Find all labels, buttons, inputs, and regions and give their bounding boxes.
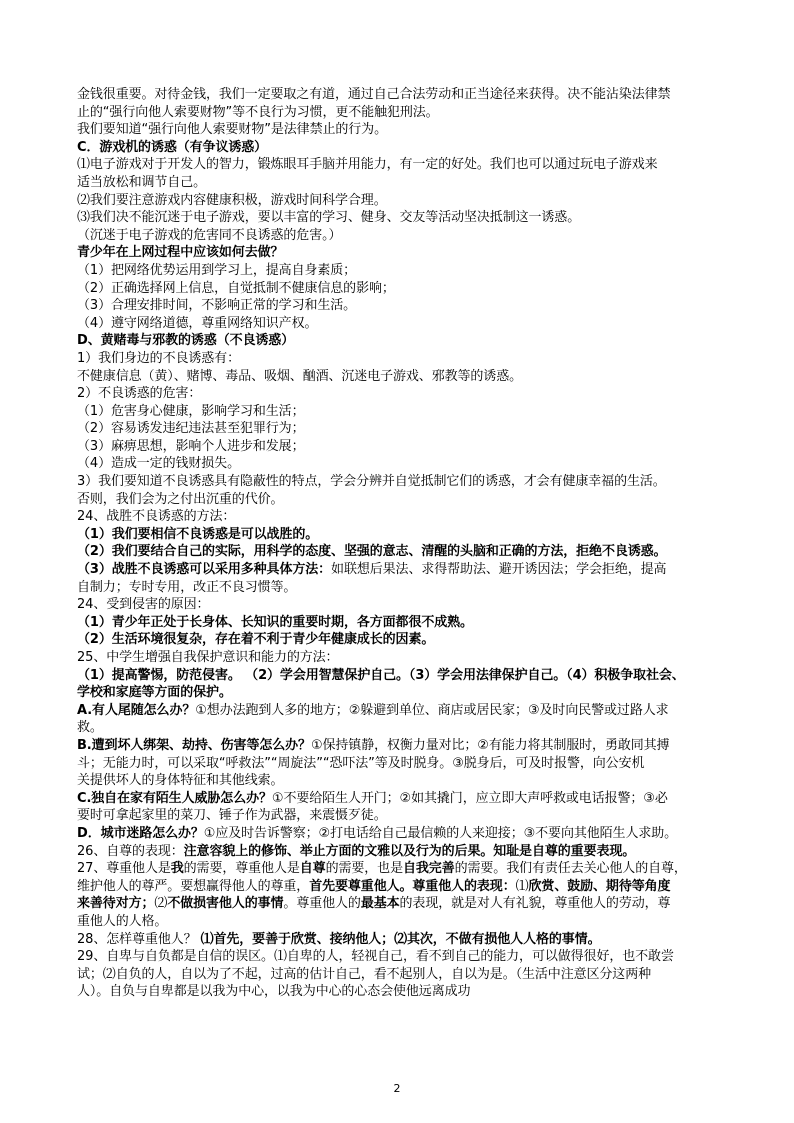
text-line — [77, 684, 737, 702]
text-line — [77, 825, 737, 843]
page-number: 2 — [393, 1082, 401, 1095]
document-body — [77, 86, 737, 1001]
text-segment: C．游戏机的诱惑（有争议诱惑） — [77, 139, 268, 155]
text-segment: 2）不良诱惑的危害： — [77, 386, 202, 402]
text-segment: （3）合理安排时间，不影响正常的学习和生活。 — [77, 298, 357, 314]
text-segment: A.有人尾随怎么办？ — [77, 702, 196, 718]
text-segment: 26、自尊的表现： — [77, 843, 184, 859]
text-segment: D、黄赌毒与邪教的诱惑（不良诱惑） — [77, 333, 295, 349]
text-segment: 否则，我们会为之付出沉重的代价。 — [77, 491, 284, 507]
text-line — [77, 174, 737, 192]
text-line — [77, 878, 737, 896]
text-segment: （2）容易诱发违纪违法甚至犯罪行为； — [77, 421, 305, 437]
text-segment: ⑶我们决不能沉迷于电子游戏，要以丰富的学习、健身、交友等活动坚决抵制这一诱惑。 — [77, 210, 581, 226]
text-segment: 我们要知道“强行向他人索要财物”是法律禁止的行为。 — [77, 122, 387, 138]
text-line — [77, 139, 737, 157]
text-segment: ⑵ — [154, 896, 168, 912]
text-segment: 3）我们要知道不良诱惑具有隐蔽性的特点，学会分辨并自觉抵制它们的诱惑，才会有健康幸福的生活。 — [77, 474, 666, 490]
text-segment: 的表现，就是对人有礼貌，尊重他人的劳动，尊 — [399, 896, 671, 912]
text-line — [77, 667, 737, 685]
text-segment: 止的“强行向他人索要财物”等不良行为习惯，更不能触犯刑法。 — [77, 104, 439, 120]
text-segment: ①想办法跑到人多的地方；②躲避到单位、商店或居民家；③及时向民警或过路人求 — [195, 702, 669, 718]
text-segment: 救。 — [77, 720, 103, 736]
text-segment: 注意容貌上的修饰、举止方面的文雅以及行为的后果。知耻是自尊的重要表现。 — [183, 843, 636, 859]
text-line — [77, 755, 737, 773]
text-segment: 。尊重他人的 — [283, 896, 361, 912]
text-segment: 试；⑵自负的人，自以为了不起，过高的估计自己，看不起别人，自以为是。（生活中注意区分这两种 — [77, 966, 652, 982]
text-segment: 来善待对方； — [77, 896, 155, 912]
text-line — [77, 121, 737, 139]
text-segment: ①应及时告诉警察；②打电话给自己最信赖的人来迎接；③不要向其他陌生人求助。 — [203, 825, 678, 841]
text-segment: 如联想后果法、求得帮助法、避开诱因法；学会拒绝，提高 — [331, 562, 667, 578]
text-line — [77, 719, 737, 737]
text-segment: ⑴ — [515, 878, 529, 894]
text-segment: 人）。自负与自卑都是以我为中心，以我为中心的心态会使他远离成功 — [77, 984, 471, 1000]
text-segment: C.独自在家有陌生人威胁怎么办？ — [77, 790, 272, 806]
text-line — [77, 631, 737, 649]
text-segment: （1）青少年正处于长身体、长知识的重要时期，各方面都很不成熟。 — [77, 614, 473, 630]
text-line — [77, 455, 737, 473]
text-segment: 28、怎样尊重他人？ — [77, 931, 201, 947]
text-segment: （2）生活环境很复杂，存在着不利于青少年健康成长的因素。 — [77, 632, 435, 648]
text-line — [77, 772, 737, 790]
text-line — [77, 297, 737, 315]
text-segment: 关提供坏人的身体特征和其他线索。 — [77, 773, 284, 789]
text-line — [77, 350, 737, 368]
text-segment: 的需要，也是 — [325, 861, 403, 877]
text-line — [77, 491, 737, 509]
text-segment: 1）我们身边的不良诱惑有： — [77, 350, 240, 366]
text-segment: （1）我们要相信不良诱惑是可以战胜的。 — [77, 526, 319, 542]
text-segment: 欣赏、鼓励、期待等角度 — [528, 878, 671, 894]
text-segment: 维护他人的尊严。要想赢得他人的尊重， — [77, 878, 310, 894]
text-segment: 斗；无能力时，可以采取“呼救法”“周旋法”“恐吓法”等及时脱身。③脱身后，可及时报警，向公安机 — [77, 755, 645, 771]
text-segment: （1）危害身心健康，影响学习和生活； — [77, 403, 305, 419]
text-line — [77, 280, 737, 298]
text-line — [77, 244, 737, 262]
text-segment: ①不要给陌生人开门；②如其撬门，应立即大声呼救或电话报警；③必 — [271, 790, 668, 806]
text-line — [77, 473, 737, 491]
text-line — [77, 860, 737, 878]
text-line — [77, 86, 737, 104]
text-line — [77, 843, 737, 861]
text-line — [77, 438, 737, 456]
text-segment: B.遭到坏人绑架、劫持、伤害等怎么办？ — [77, 737, 311, 753]
text-segment: 青少年在上网过程中应该如何去做？ — [77, 245, 284, 261]
text-line — [77, 508, 737, 526]
text-line — [77, 368, 737, 386]
text-line — [77, 702, 737, 720]
text-segment: 27、尊重他人是 — [77, 861, 171, 877]
text-line — [77, 332, 737, 350]
text-segment: 24、战胜不良诱惑的方法： — [77, 509, 236, 525]
text-segment: 25、中学生增强自我保护意识和能力的方法： — [77, 650, 339, 665]
text-line — [77, 543, 737, 561]
text-segment: 金钱很重要。对待金钱，我们一定要取之有道，通过自己合法劳动和正当途径来获得。决不能沾染法律禁 — [77, 87, 671, 102]
text-segment: 首先要尊重他人。尊重他人的表现： — [309, 878, 516, 894]
text-line — [77, 227, 737, 245]
text-segment: 适当放松和调节自己。 — [77, 174, 207, 190]
text-segment: 的需要，尊重他人是 — [183, 861, 300, 877]
text-segment: 不做损害他人的事情 — [167, 896, 284, 912]
text-segment: 24、受到侵害的原因： — [77, 597, 210, 613]
text-line — [77, 403, 737, 421]
text-segment: ⑴首先，要善于欣赏、接纳他人；⑵其次，不做有损他人人格的事情。 — [200, 931, 601, 947]
text-line — [77, 192, 737, 210]
text-line — [77, 913, 737, 931]
text-segment: 的需要。我们有责任去关心他人的自尊， — [454, 861, 687, 877]
text-segment: （4）遵守网络道德，尊重网络知识产权。 — [77, 315, 318, 331]
text-segment: （3）麻痹思想，影响个人进步和发展； — [77, 438, 305, 454]
text-segment: 我 — [170, 861, 184, 877]
text-segment: 自尊 — [299, 861, 326, 877]
text-line — [77, 104, 737, 122]
text-line — [77, 649, 737, 667]
text-line — [77, 596, 737, 614]
text-line — [77, 737, 737, 755]
text-segment: 29、自卑与自负都是自信的误区。⑴自卑的人，轻视自己，看不到自己的能力，可以做得很好，也不敢尝 — [77, 949, 674, 965]
text-line — [77, 966, 737, 984]
text-segment: 最基本 — [360, 896, 400, 912]
text-line — [77, 526, 737, 544]
text-segment: （3）战胜不良诱惑可以采用多种具体方法： — [77, 562, 332, 578]
text-segment: （1）把网络优势运用到学习上，提高自身素质； — [77, 262, 357, 278]
text-segment: 要时可拿起家里的菜刀、锤子作为武器，来震慑歹徒。 — [77, 808, 387, 824]
text-line — [77, 807, 737, 825]
text-line — [77, 948, 737, 966]
text-line — [77, 790, 737, 808]
text-line — [77, 385, 737, 403]
text-line — [77, 156, 737, 174]
text-segment: ①保持镇静，权衡力量对比；②有能力将其制服时，勇敢同其搏 — [310, 737, 670, 753]
text-line — [77, 931, 737, 949]
text-segment: ⑵我们要注意游戏内容健康积极，游戏时间科学合理。 — [77, 192, 387, 208]
text-line — [77, 614, 737, 632]
text-segment: （4）造成一定的钱财损失。 — [77, 456, 240, 472]
text-line — [77, 315, 737, 333]
text-segment: （沉迷于电子游戏的危害同不良诱惑的危害。） — [77, 227, 342, 243]
text-line — [77, 983, 737, 1001]
text-line — [77, 262, 737, 280]
text-segment: 学校和家庭等方面的保护。 — [77, 685, 232, 701]
text-segment: D．城市迷路怎么办？ — [77, 825, 204, 841]
text-line — [77, 895, 737, 913]
text-line — [77, 209, 737, 227]
text-segment: 重他人的人格。 — [77, 913, 168, 929]
text-segment: 自我完善 — [402, 861, 455, 877]
text-segment: （2）我们要结合自己的实际，用科学的态度、坚强的意志、清醒的头脑和正确的方法，拒绝不良诱惑。 — [77, 544, 667, 560]
text-line — [77, 579, 737, 597]
text-segment: 自制力；专时专用，改正不良习惯等。 — [77, 579, 297, 595]
text-segment: （2）正确选择网上信息，自觉抵制不健康信息的影响； — [77, 280, 395, 296]
text-line — [77, 561, 737, 579]
text-segment: 不健康信息（黄）、赌博、毒品、吸烟、酗酒、沉迷电子游戏、邪教等的诱惑。 — [77, 368, 523, 384]
text-segment: ⑴电子游戏对于开发人的智力，锻炼眼耳手脑并用能力，有一定的好处。我们也可以通过玩电子游戏来 — [77, 157, 658, 173]
text-line — [77, 420, 737, 438]
text-segment: （1）提高警惕，防范侵害。 （2）学会用智慧保护自己。（3）学会用法律保护自己。（4）积极争取社会、 — [77, 667, 685, 683]
